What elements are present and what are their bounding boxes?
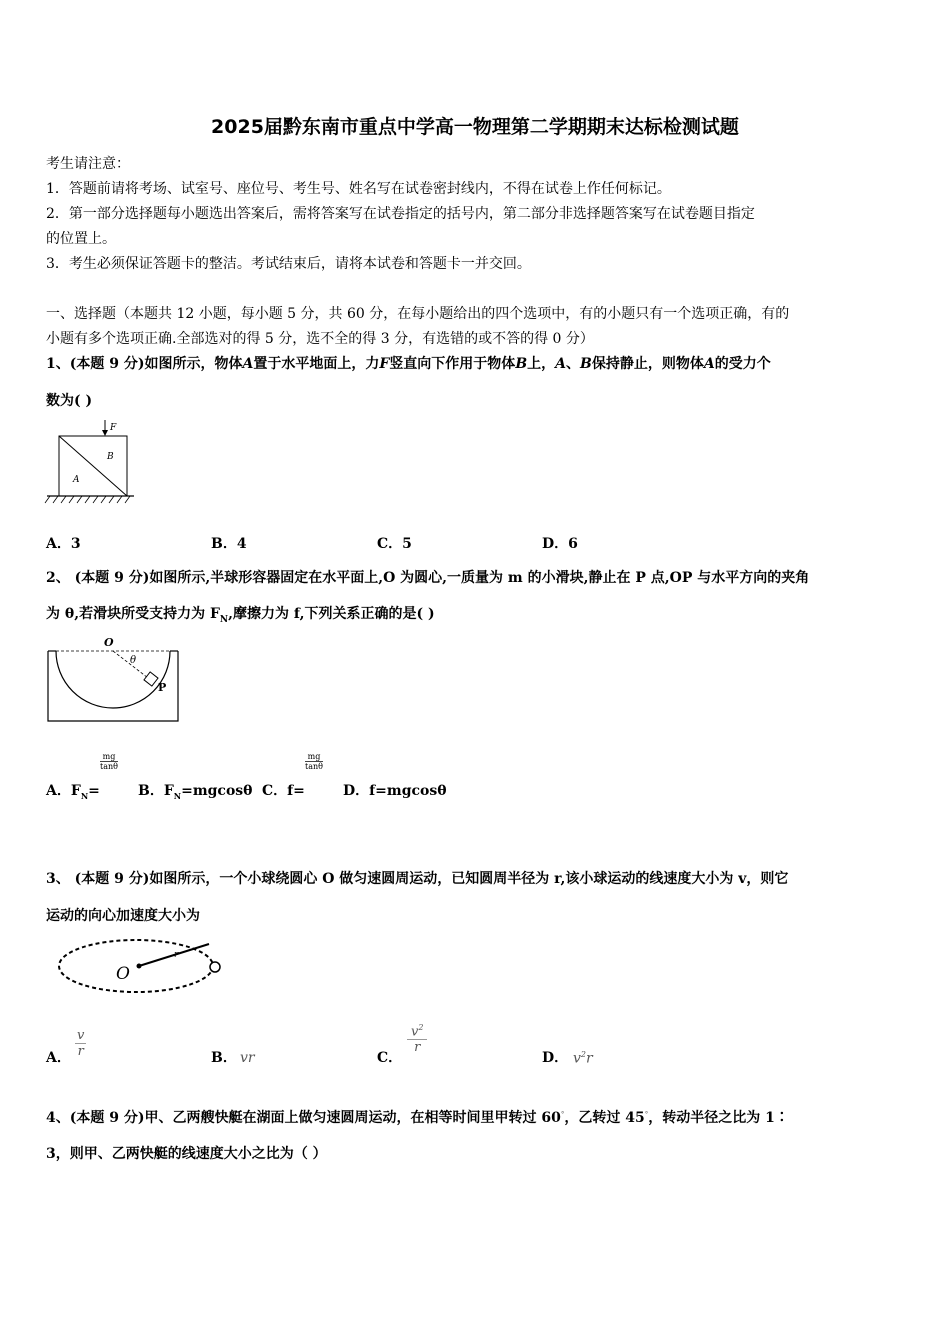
- q3-option-d[interactable]: D．: [542, 1050, 569, 1066]
- q1-figure-label-f: F: [110, 423, 117, 433]
- q1-figure-label-a: A: [73, 475, 80, 485]
- q2-stem-line-1: 2、 (本题 9 分)如图所示,半球形容器固定在水平面上,O 为圆心,一质量为 m 的小滑块,静止在 P 点,OP 与水平方向的夹角: [46, 570, 810, 586]
- q1-stem-line-2: 数为( ): [46, 393, 93, 409]
- q3-figure-label-r: r: [174, 950, 179, 960]
- q2-figure-label-theta: θ: [130, 655, 137, 666]
- q1-figure-label-b: B: [107, 452, 114, 462]
- q1-option-d[interactable]: D．6: [542, 536, 578, 552]
- q3-figure-label-o: O: [116, 964, 130, 984]
- q1-figure: [44, 418, 144, 508]
- q2-option-c-fraction: $\frac{mg}{\tan\theta}$: [305, 752, 323, 771]
- page-title: 2025届黔东南市重点中学高一物理第二学期期末达标检测试题: [211, 116, 739, 138]
- q3-option-c[interactable]: C．: [377, 1050, 403, 1066]
- q3-option-b-expression: vr: [240, 1050, 255, 1066]
- q2-option-b[interactable]: B．$F_N=mgcos\theta$: [138, 783, 253, 801]
- q2-option-d[interactable]: D．f=mgcosθ: [343, 783, 447, 799]
- section-instruction-1: 一、选择题（本题共 12 小题，每小题 5 分，共 60 分，在每小题给出的四个选项中，有的小题只有一个选项正确，有的: [46, 306, 790, 322]
- notice-line-4: 3．考生必须保证答题卡的整洁。考试结束后，请将本试卷和答题卡一并交回。: [46, 256, 531, 272]
- notice-line-3: 的位置上。: [46, 231, 116, 247]
- q1-option-c[interactable]: C．5: [377, 536, 412, 552]
- q1-option-b[interactable]: B．4: [211, 536, 247, 552]
- section-instruction-2: 小题有多个选项正确.全部选对的得 5 分，选不全的得 3 分，有选错的或不答的得 0 分）: [46, 331, 594, 347]
- q2-option-a[interactable]: A．$F_N=$: [46, 783, 100, 801]
- notice-line-2: 2．第一部分选择题每小题选出答案后，需将答案写在试卷指定的括号内，第二部分非选择题答案写在试卷题目指定: [46, 206, 755, 222]
- q2-figure-label-p: P: [158, 681, 167, 694]
- q2-figure: [46, 633, 186, 725]
- notice-heading: 考生请注意：: [46, 156, 130, 172]
- q1-option-a[interactable]: A．3: [46, 536, 81, 552]
- q2-option-a-fraction: $\frac{mg}{\tan\theta}$: [100, 752, 118, 771]
- q3-option-a-fraction: $\frac{v}{r}$: [77, 1028, 85, 1059]
- q3-option-a[interactable]: A．: [46, 1050, 71, 1066]
- q2-option-c[interactable]: C．f=: [262, 783, 305, 799]
- q4-stem-line-1: 4、(本题 9 分)甲、乙两艘快艇在湖面上做匀速圆周运动，在相等时间里甲转过 60°，乙转过 45°，转动半径之比为 1∶: [46, 1110, 789, 1126]
- q4-stem-line-2: 3，则甲、乙两快艇的线速度大小之比为（ ）: [46, 1146, 327, 1162]
- q3-stem-line-2: 运动的向心加速度大小为: [46, 908, 200, 924]
- q1-stem-line-1: 1、(本题 9 分)如图所示，物体A置于水平地面上，力F竖直向下作用于物体B上，A、B保持静止，则物体A的受力个: [46, 356, 771, 372]
- q3-option-d-expression: $v^2r$: [573, 1050, 593, 1067]
- q3-option-b[interactable]: B．: [211, 1050, 237, 1066]
- q2-stem-line-2: 为 θ,若滑块所受支持力为 $F_N$,摩擦力为 f,下列关系正确的是( ): [46, 606, 435, 625]
- q3-stem-line-1: 3、 (本题 9 分)如图所示，一个小球绕圆心 O 做匀速圆周运动，已知圆周半径为 r,该小球运动的线速度大小为 v，则它: [46, 871, 789, 887]
- q2-figure-label-o: O: [104, 636, 114, 649]
- q3-figure: [56, 935, 226, 999]
- q3-option-c-fraction: $\frac{v^2}{r}$: [407, 1023, 427, 1055]
- notice-line-1: 1．答题前请将考场、试室号、座位号、考生号、姓名写在试卷密封线内，不得在试卷上作任何标记。: [46, 181, 671, 197]
